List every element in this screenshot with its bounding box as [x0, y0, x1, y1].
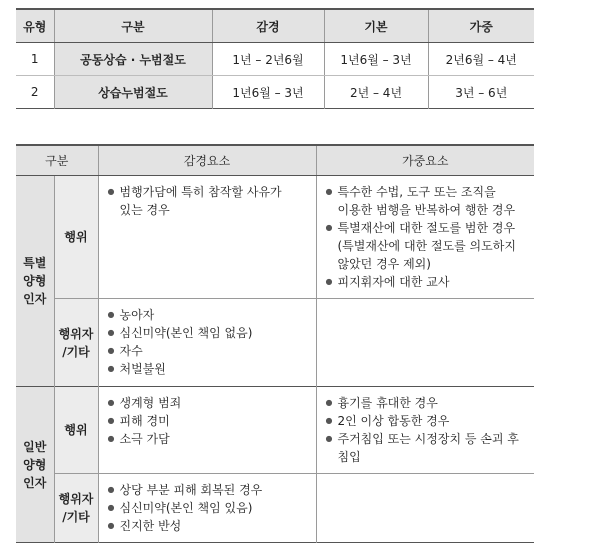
row-label — [54, 176, 98, 299]
aggravated-cell: 2년6월 – 4년 — [428, 43, 534, 76]
list-item: ● 흉기를 휴대한 경우 — [326, 394, 524, 412]
row-label-text: 행위 — [64, 423, 88, 437]
list-item: ● 심신미약(본인 책임 없음) — [108, 324, 305, 342]
row-label-text: 행위자 /기타 — [58, 492, 94, 524]
group-label-text: 특별 양형 인자 — [23, 256, 47, 306]
aggravating-cell — [316, 176, 534, 299]
aggravating-list — [318, 475, 534, 487]
group-label-text: 일반 양형 인자 — [23, 439, 47, 490]
aggravating-cell — [316, 299, 534, 387]
table-row — [16, 387, 534, 474]
header-mitigated: 감경 — [212, 9, 324, 43]
header-aggravating-factors: 가중요소 — [316, 145, 534, 176]
mitigating-cell — [98, 176, 316, 299]
basic-cell: 1년6월 – 3년 — [324, 43, 428, 76]
aggravating-cell — [316, 387, 534, 474]
list-item: ● 농아자 — [108, 306, 305, 324]
table-row — [16, 474, 534, 543]
basic-cell: 2년 – 4년 — [324, 76, 428, 109]
table-row — [16, 176, 534, 299]
mitigating-list — [100, 177, 315, 225]
row-label — [54, 474, 98, 543]
list-item: ● 자수 — [108, 342, 305, 360]
mitigating-list — [100, 475, 315, 541]
mitigating-cell — [98, 387, 316, 474]
sentencing-range-table — [16, 8, 534, 109]
aggravated-cell: 3년 – 6년 — [428, 76, 534, 109]
list-item: ● 심신미약(본인 책임 있음) — [108, 499, 305, 517]
group-label-general — [16, 387, 54, 543]
header-basic: 기본 — [324, 9, 428, 43]
list-item: ● 생계형 범죄 — [108, 394, 305, 412]
sentencing-factors-table — [16, 144, 534, 543]
list-item: ● 피지휘자에 대한 교사 — [326, 273, 524, 291]
aggravating-list — [318, 177, 534, 297]
mitigated-cell: 1년6월 – 3년 — [212, 76, 324, 109]
category-cell: 상습누범절도 — [54, 76, 212, 109]
list-item: ● 범행가담에 특히 참작할 사유가 있는 경우 — [108, 183, 305, 219]
category-cell: 공동상습 · 누범절도 — [54, 43, 212, 76]
header-mitigating-factors: 감경요소 — [98, 145, 316, 176]
list-item: ● 진지한 반성 — [108, 517, 305, 535]
list-item: ● 주거침입 또는 시정장치 등 손괴 후 침입 — [326, 430, 524, 466]
type-cell: 1 — [16, 43, 54, 76]
mitigating-list — [100, 300, 315, 384]
mitigating-cell — [98, 474, 316, 543]
header-aggravated: 가중 — [428, 9, 534, 43]
header-category: 구분 — [54, 9, 212, 43]
list-item: ● 피해 경미 — [108, 412, 305, 430]
table-header-row — [16, 9, 534, 43]
group-label-special — [16, 176, 54, 387]
list-item: ● 특별재산에 대한 절도를 범한 경우 (특별재산에 대한 절도를 의도하지 않았던 경우 제외) — [326, 219, 524, 273]
list-item: ● 상당 부분 피해 회복된 경우 — [108, 481, 305, 499]
row-label-text: 행위 — [64, 230, 88, 244]
row-label-text: 행위자 /기타 — [58, 326, 94, 359]
aggravating-list — [318, 300, 534, 312]
header-category: 구분 — [16, 145, 98, 176]
list-item: ● 처벌불원 — [108, 360, 305, 378]
mitigated-cell: 1년 – 2년6월 — [212, 43, 324, 76]
table-header-row — [16, 145, 534, 176]
row-label — [54, 387, 98, 474]
type-cell: 2 — [30, 85, 39, 99]
header-type: 유형 — [16, 9, 54, 43]
list-item: ● 소극 가담 — [108, 430, 305, 448]
list-item: ● 2인 이상 합동한 경우 — [326, 412, 524, 430]
mitigating-list — [100, 388, 315, 454]
aggravating-list — [318, 388, 534, 472]
table-row — [16, 43, 534, 76]
list-item: ● 특수한 수법, 도구 또는 조직을 이용한 범행을 반복하여 행한 경우 — [326, 183, 524, 219]
mitigating-cell — [98, 299, 316, 387]
aggravating-cell — [316, 474, 534, 543]
table-row — [16, 76, 534, 109]
row-label — [54, 299, 98, 387]
table-row — [16, 299, 534, 387]
